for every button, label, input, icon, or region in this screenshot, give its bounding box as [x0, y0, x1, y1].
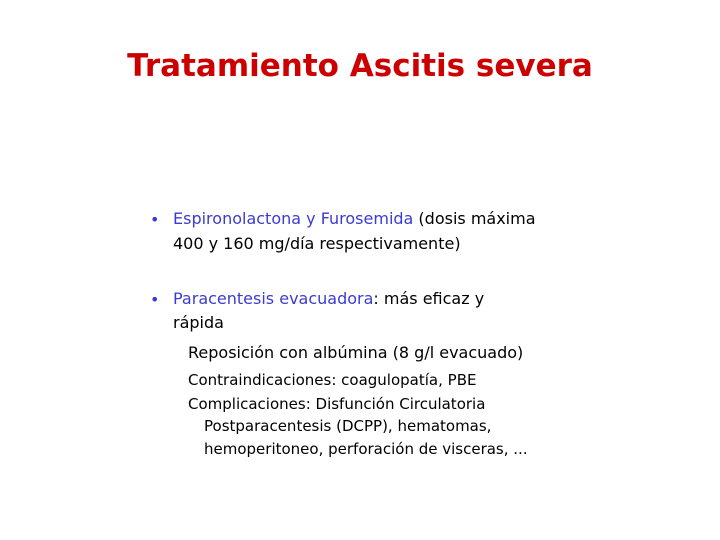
sub-item-contraindicaciones: Contraindicaciones: coagulopatía, PBE: [188, 371, 477, 389]
bullet-1-line-2: 400 y 160 mg/día respectivamente): [173, 234, 461, 253]
bullet-2-rest: : más eficaz y: [373, 289, 485, 308]
sub-item-complicaciones: Complicaciones: Disfunción Circulatoria: [188, 395, 486, 413]
sub-item-complicaciones-cont-2: hemoperitoneo, perforación de visceras, ...: [204, 440, 528, 458]
bullet-1-rest: (dosis máxima: [413, 209, 536, 228]
bullet-1-line-1: [173, 208, 536, 230]
sub-item-complicaciones-cont-1: Postparacentesis (DCPP), hematomas,: [204, 417, 492, 435]
bullet-2-line-1: [173, 288, 484, 310]
bullet-2-line-2: rápida: [173, 313, 224, 332]
bullet-marker: •: [150, 210, 160, 229]
bullet-marker: •: [150, 290, 160, 309]
slide-title: Tratamiento Ascitis severa: [127, 48, 593, 84]
sub-item-albumina: Reposición con albúmina (8 g/l evacuado): [188, 343, 524, 362]
bullet-2-highlight: Paracentesis evacuadora: [173, 289, 374, 308]
bullet-1-highlight: Espironolactona y Furosemida: [173, 209, 414, 228]
